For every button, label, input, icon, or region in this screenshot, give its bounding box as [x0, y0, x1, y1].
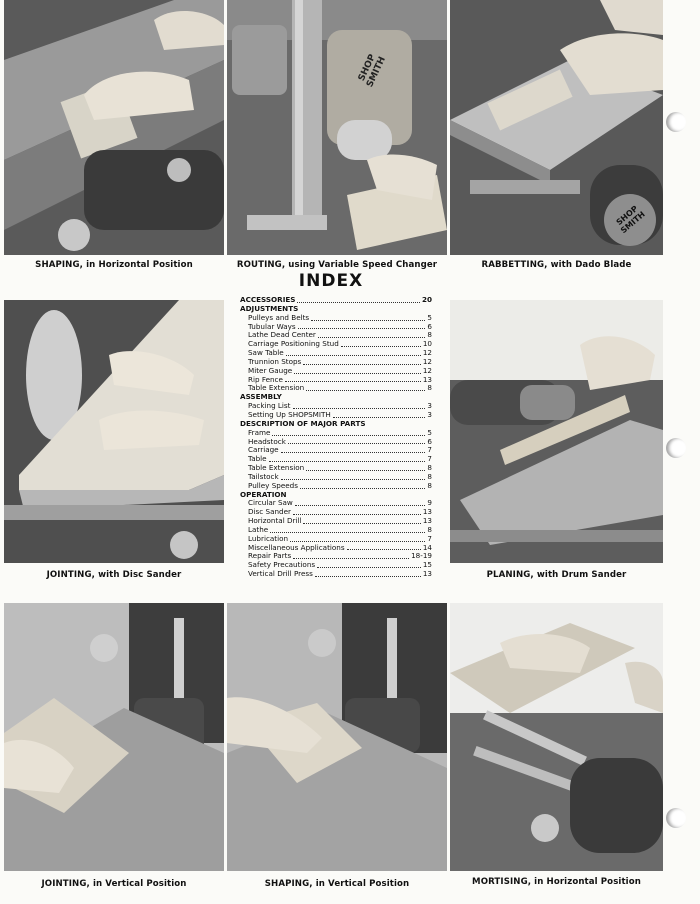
index-entry	[240, 570, 432, 579]
index-entry-label: Miter Gauge	[248, 365, 293, 375]
index-page-number: 8	[427, 480, 432, 490]
dot-leader	[294, 367, 421, 374]
photo-rabbetting	[450, 0, 663, 255]
index-page-number: 9	[427, 498, 432, 508]
index-entry-label: Pulley Speeds	[248, 480, 298, 490]
index-page-number: 8	[427, 383, 432, 393]
dot-leader	[306, 384, 425, 391]
machine-label-routing: SHOP SMITH	[356, 52, 388, 89]
dot-leader	[311, 314, 425, 321]
index-entry-label: Horizontal Drill	[248, 516, 302, 526]
index-page-number: 3	[427, 409, 432, 419]
index-entry-label: Repair Parts	[248, 551, 292, 561]
index-entry-label: Circular Saw	[248, 498, 293, 508]
dot-leader	[300, 482, 425, 489]
index-page-number: 18-19	[411, 551, 432, 561]
photo-planing-drum-sander	[450, 300, 663, 563]
caption-routing: ROUTING, using Variable Speed Changer	[236, 260, 438, 270]
index-section-label: ADJUSTMENTS	[240, 303, 299, 313]
index-page-number: 13	[422, 374, 432, 384]
photo-jointing-disc-sander	[4, 300, 224, 563]
index-page-number: 15	[422, 560, 432, 570]
index-entry-label: Tubular Ways	[248, 321, 296, 331]
index-page-number: 7	[427, 533, 432, 543]
index-page-number: 8	[427, 463, 432, 473]
index-page-number: 20	[421, 295, 432, 304]
index-entry-label: Disc Sander	[248, 507, 291, 517]
index-entry-label: Table Extension	[248, 463, 305, 473]
dot-leader	[333, 411, 426, 418]
index-section-label: ASSEMBLY	[240, 392, 282, 402]
dot-leader	[303, 358, 421, 365]
index-section-label: DESCRIPTION OF MAJOR PARTS	[240, 418, 366, 428]
dot-leader	[298, 323, 426, 330]
index-entry-label: Saw Table	[248, 348, 284, 358]
index-entry-label: Tailstock	[248, 471, 279, 481]
dot-leader	[347, 544, 421, 551]
binder-hole-bottom	[666, 808, 686, 828]
index-page-number: 6	[427, 321, 432, 331]
index-entry-label: Carriage Positioning Stud	[248, 339, 339, 349]
index-entry-label: Miscellaneous Applications	[248, 542, 345, 552]
index-page-number: 12	[422, 365, 432, 375]
index-page-number: 6	[427, 436, 432, 446]
dot-leader	[315, 570, 421, 577]
dot-leader	[269, 455, 426, 462]
index-title: INDEX	[298, 271, 364, 291]
dot-leader	[303, 517, 420, 524]
index-page-number: 8	[427, 524, 432, 534]
index-entry-label: Pulleys and Belts	[248, 312, 310, 322]
index-entry-label: Lathe Dead Center	[248, 330, 316, 340]
photo-mortising-horizontal	[450, 603, 663, 871]
index-page-number: 5	[427, 312, 432, 322]
index-entry-label: Trunnion Stops	[248, 356, 302, 366]
caption-jointing-vertical: JOINTING, in Vertical Position	[41, 879, 187, 889]
index-page-number: 13	[422, 516, 432, 526]
caption-planing-drum-sander: PLANING, with Drum Sander	[486, 570, 627, 580]
dot-leader	[317, 561, 421, 568]
binder-hole-middle	[666, 438, 686, 458]
index-page-number: 8	[427, 471, 432, 481]
dot-leader	[272, 429, 425, 436]
index-page-number: 12	[422, 356, 432, 366]
index-page-number: 5	[427, 427, 432, 437]
index-page-number: 13	[422, 507, 432, 517]
caption-rabbetting: RABBETTING, with Dado Blade	[481, 260, 632, 270]
index-list	[240, 296, 432, 579]
dot-leader	[297, 296, 420, 303]
index-page-number: 14	[422, 542, 432, 552]
index-entry-label: Headstock	[248, 436, 286, 446]
dot-leader	[290, 535, 425, 542]
binder-hole-top	[666, 112, 686, 132]
machine-label-rabbetting: SHOP SMITH	[614, 204, 647, 236]
index-entry-label: Frame	[248, 427, 271, 437]
dot-leader	[281, 473, 426, 480]
caption-shaping-vertical: SHAPING, in Vertical Position	[264, 879, 410, 889]
index-section-label: ACCESSORIES	[240, 295, 296, 304]
index-page-number: 3	[427, 401, 432, 411]
index-page-number: 7	[427, 445, 432, 455]
index-entry-label: Carriage	[248, 445, 279, 455]
index-entry	[240, 517, 432, 526]
photo-routing	[227, 0, 447, 255]
dot-leader	[293, 508, 421, 515]
dot-leader	[341, 340, 421, 347]
index-page-number: 13	[422, 569, 432, 579]
index-page-number: 12	[422, 348, 432, 358]
dot-leader	[281, 446, 426, 453]
caption-mortising-horizontal: MORTISING, in Horizontal Position	[472, 877, 641, 887]
index-entry-label: Table Extension	[248, 383, 305, 393]
dot-leader	[295, 499, 426, 506]
dot-leader	[293, 402, 426, 409]
index-entry-label: Safety Precautions	[248, 560, 316, 570]
index-entry-label: Packing List	[248, 401, 291, 411]
index-page-number: 8	[427, 330, 432, 340]
photo-jointing-vertical	[4, 603, 224, 871]
index-page-number: 10	[422, 339, 432, 349]
dot-leader	[318, 331, 426, 338]
index-section-label: OPERATION	[240, 489, 287, 499]
index-entry-label: Setting Up SHOPSMITH	[248, 409, 331, 419]
index-entry-label: Vertical Drill Press	[248, 569, 313, 579]
dot-leader	[306, 464, 425, 471]
dot-leader	[288, 438, 426, 445]
dot-leader	[293, 552, 409, 559]
index-page-number: 7	[427, 454, 432, 464]
index-entry-label: Lubrication	[248, 533, 289, 543]
index-entry-label: Lathe	[248, 524, 269, 534]
photo-shaping-horizontal	[4, 0, 224, 255]
caption-shaping-horizontal: SHAPING, in Horizontal Position	[35, 260, 193, 270]
index-entry-label: Rip Fence	[248, 374, 283, 384]
dot-leader	[285, 376, 421, 383]
index-entry-label: Table	[248, 454, 267, 464]
photo-shaping-vertical	[227, 603, 447, 871]
dot-leader	[286, 349, 421, 356]
caption-jointing-disc-sander: JOINTING, with Disc Sander	[46, 570, 182, 580]
dot-leader	[270, 526, 425, 533]
index-entry	[240, 446, 432, 455]
